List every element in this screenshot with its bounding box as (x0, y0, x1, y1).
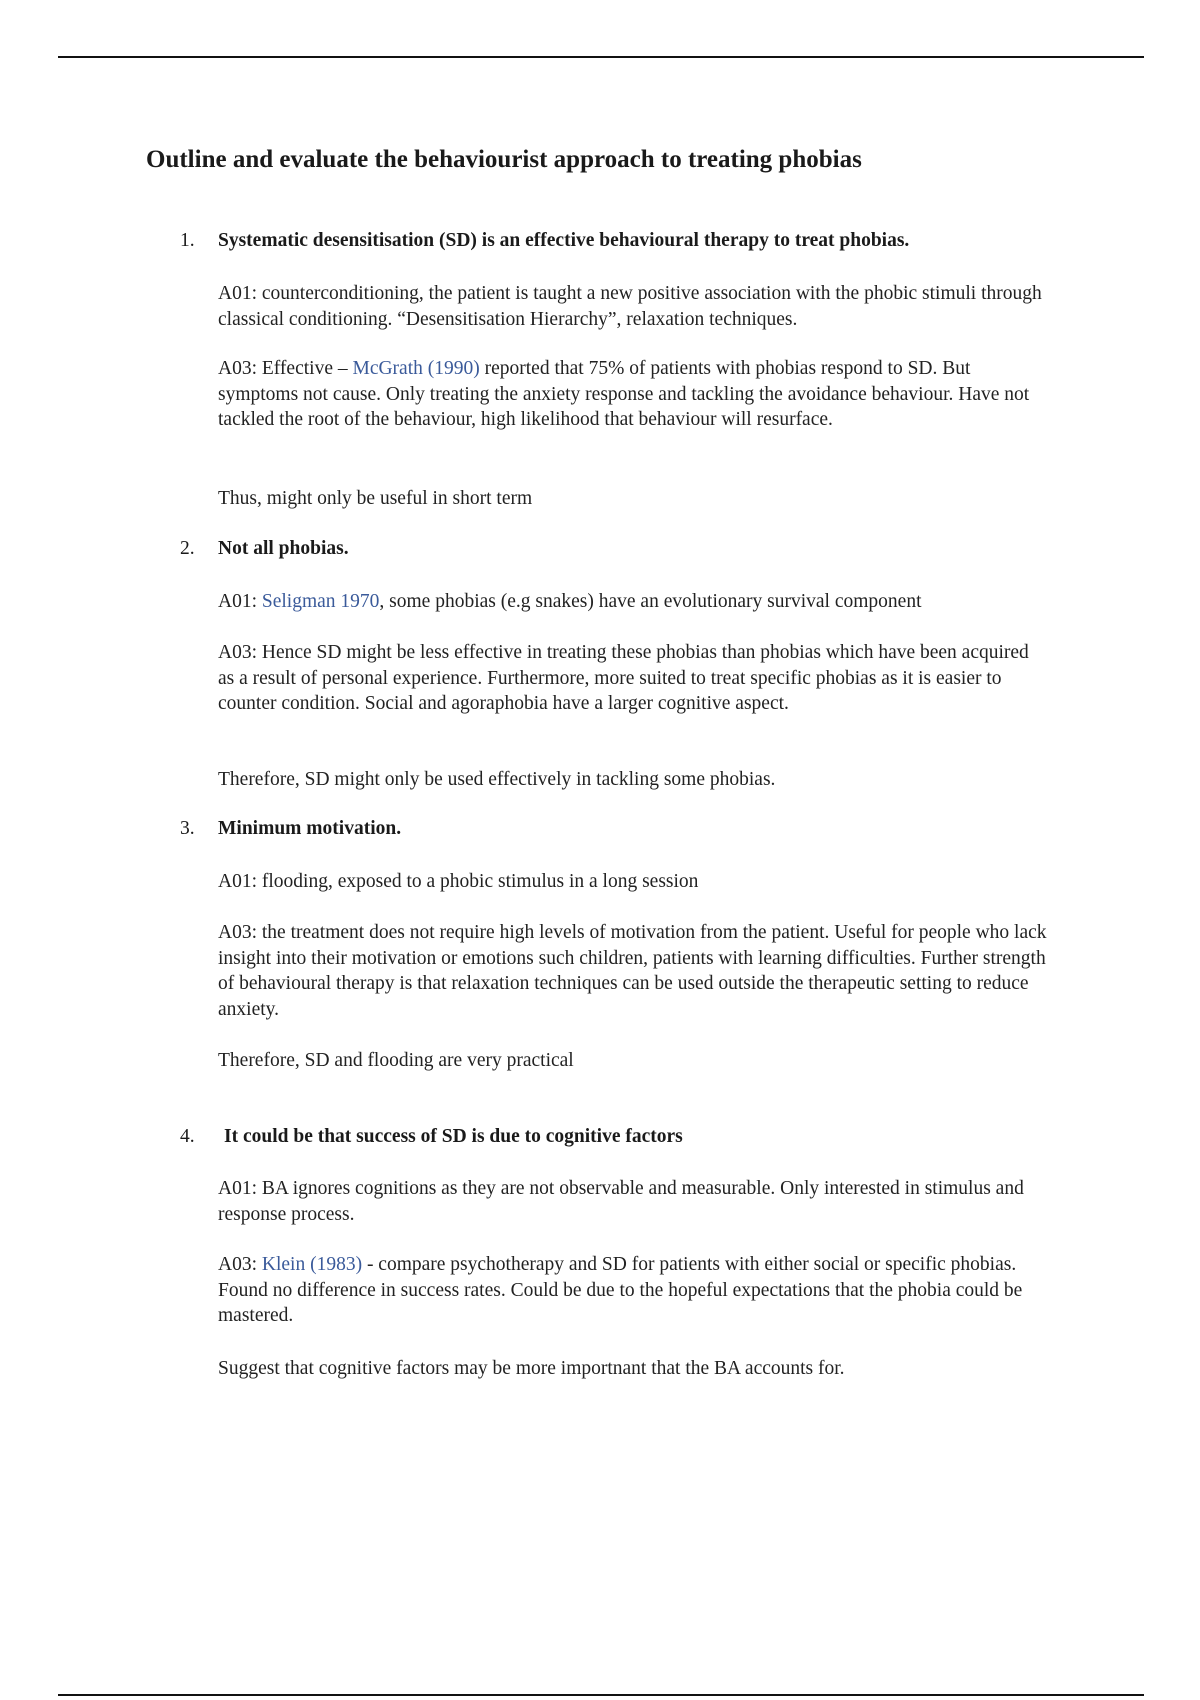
ao3-text: - compare psychotherapy and SD for patients with either social or specific phobias. Found no difference in success rates. Could be due to the hopeful expectations that the phobia could be mastered. (218, 1254, 1023, 1326)
section-4-ao3 (218, 1252, 1048, 1329)
ao3-prefix: A03: (218, 1254, 262, 1275)
section-heading-2 (180, 538, 349, 560)
section-1-ao1: A01: counterconditioning, the patient is taught a new positive association with the phobic stimuli through classical conditioning. “Desensitisation Hierarchy”, relaxation techniques. (218, 283, 1042, 330)
section-title: It could be that success of SD is due to cognitive factors (224, 1126, 683, 1147)
ao1-prefix: A01: (218, 591, 262, 612)
ao1-text: , some phobias (e.g snakes) have an evolutionary survival component (379, 591, 922, 612)
section-4-conclusion: Suggest that cognitive factors may be more importnant that the BA accounts for. (218, 1358, 845, 1379)
section-3-ao3: A03: the treatment does not require high levels of motivation from the patient. Useful for people who lack insight into their motivation or emotions such children, patients with learning difficulties. Further strength of behavioural therapy is that relaxation techniques can be used outside the therapeutic setting to reduce anxiety. (218, 922, 1047, 1020)
section-heading-4 (180, 1126, 683, 1148)
citation-mcgrath: McGrath (1990) (352, 358, 480, 379)
section-number: 3. (180, 818, 195, 839)
section-number: 4. (180, 1126, 195, 1147)
section-number: 2. (180, 538, 195, 559)
section-2-ao3: A03: Hence SD might be less effective in treating these phobias than phobias which have been acquired as a result of personal experience. Furthermore, more suited to treat specific phobias as it is easier to counter condition. Social and agoraphobia have a larger cognitive aspect. (218, 642, 1029, 714)
top-rule (58, 56, 1144, 58)
citation-klein: Klein (1983) (261, 1254, 363, 1275)
section-title: Systematic desensitisation (SD) is an effective behavioural therapy to treat phobias. (218, 230, 910, 251)
ao3-prefix: A03: Effective – (218, 358, 353, 379)
page-title: Outline and evaluate the behaviourist approach to treating phobias (146, 146, 862, 173)
section-1-ao3 (218, 356, 1048, 433)
citation-seligman: Seligman 1970 (261, 591, 380, 612)
section-3-ao1: A01: flooding, exposed to a phobic stimulus in a long session (218, 871, 699, 892)
section-heading-3 (180, 818, 401, 840)
section-3-conclusion: Therefore, SD and flooding are very practical (218, 1050, 574, 1071)
section-2-ao1 (218, 589, 1048, 615)
section-heading-1 (180, 230, 909, 252)
section-title: Not all phobias. (218, 538, 349, 559)
section-1-conclusion: Thus, might only be useful in short term (218, 488, 533, 509)
bottom-rule (58, 1694, 1144, 1696)
section-title: Minimum motivation. (218, 818, 402, 839)
section-4-ao1: A01: BA ignores cognitions as they are not observable and measurable. Only interested in stimulus and response process. (218, 1178, 1024, 1225)
section-number: 1. (180, 230, 195, 251)
section-2-conclusion: Therefore, SD might only be used effectively in tackling some phobias. (218, 769, 776, 790)
ao3-text: reported that 75% of patients with phobias respond to SD. But symptoms not cause. Only treating the anxiety response and tackling the avoidance behaviour. Have not tackled the root of the behaviour, high likelihood that behaviour will resurface. (218, 358, 1030, 430)
